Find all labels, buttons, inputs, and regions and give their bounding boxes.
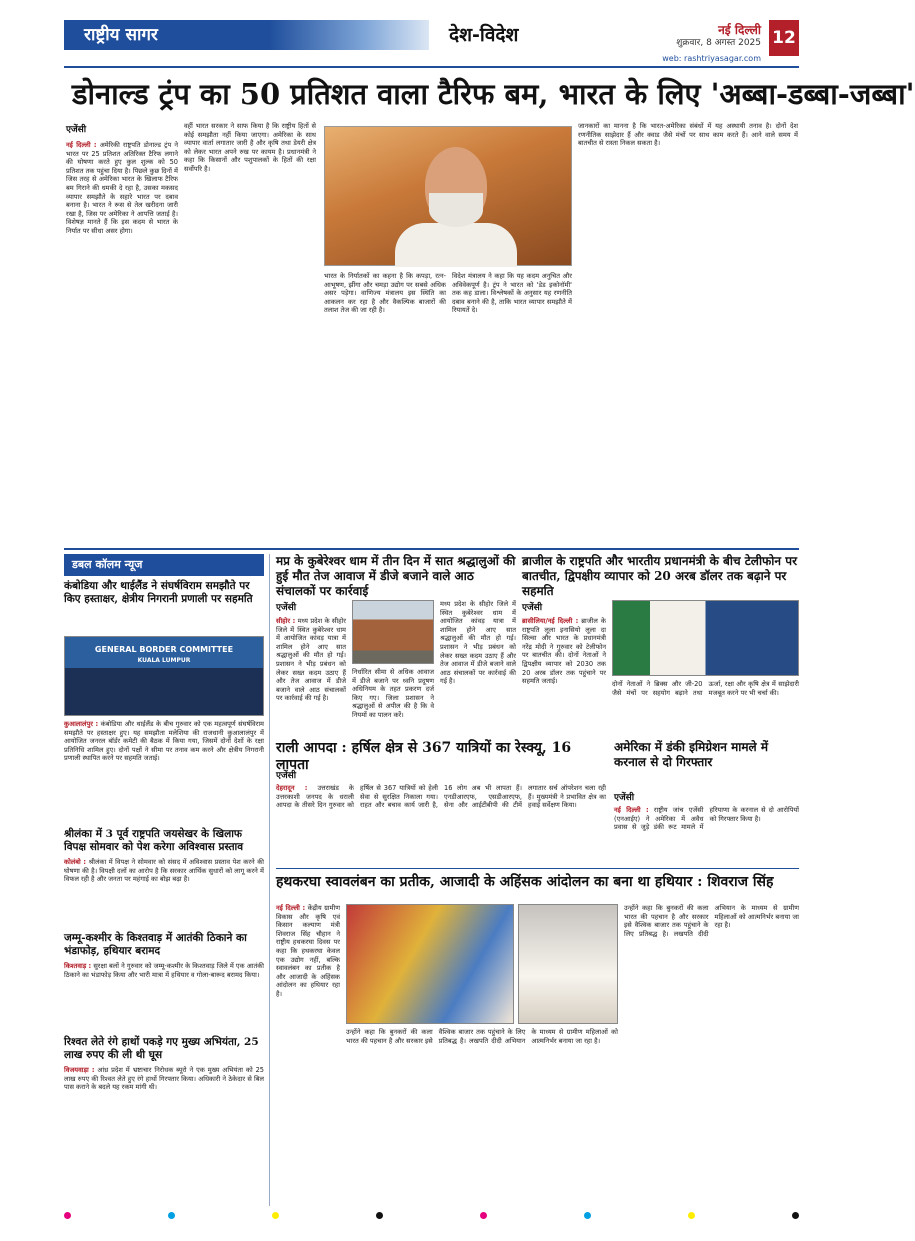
srilanka-headline: श्रीलंका में 3 पूर्व राष्ट्रपति जयसेखर के खिलाफ विपक्ष सोमवार को पेश करेगा अविश्वास प्रस्ताव [64, 828, 244, 853]
masthead-rule [64, 66, 799, 68]
cambodia-dateline: कुआलालंपुर : [64, 720, 99, 728]
lead-dateline: नई दिल्ली : [66, 141, 97, 149]
lead-col-4-text: विदेश मंत्रालय ने कहा कि यह कदम अनुचित और अविवेकपूर्ण है। ट्रंप ने भारत को 'डेड इकोनॉमी' तक कह डाला। विश्लेषकों के अनुसार यह रणनीति दबाव बनाने की है, ताकि भारत व्यापार समझौते में रियायतें दे। [452, 272, 572, 315]
bribe-dateline: विजयवाड़ा : [64, 1066, 95, 1074]
lead-col-1-text: नई दिल्ली : अमेरिकी राष्ट्रपति डोनाल्ड ट्रंप ने भारत पर 25 प्रतिशत अतिरिक्त टैरिफ लगाने की घोषणा करते हुए कुल शुल्क को 50 प्रतिशत तक पहुंचा दिया है। पिछले कुछ दिनों में जिस तरह से अमेरिका भारत के खिलाफ टैरिफ बम गिराने की धमकी दे रहा है, उसका मकसद व्यापार समझौते के सहारे भारत पर दबाव बनाना है। भारत ने रूस से तेल खरीदना जारी रखा है, जिस पर अमेरिका ने आपत्ति जताई है। विशेषज्ञ मानते हैं कि इस कदम से भारत के निर्यात पर सीधा असर होगा। [66, 141, 178, 235]
brazil-col-1: एजेंसी ब्रासीलिया/नई दिल्ली : ब्राजील के राष्ट्रपति लूला इनासियो लूला दा सिल्वा और भारत के प्रधानमंत्री नरेंद्र मोदी ने गुरुवार को टेलीफोन पर बातचीत की। दोनों नेताओं ने द्विपक्षीय व्यापार को 2030 तक 20 अरब डॉलर तक पहुंचाने पर सहमति जताई। [522, 600, 606, 734]
brazil-photo [612, 600, 799, 676]
lead-col-1 [66, 122, 178, 544]
minister-photo [518, 904, 618, 1024]
cyan-dot [168, 1212, 175, 1219]
brazil-headline: ब्राजील के राष्ट्रपति और भारतीय प्रधानमंत्री के बीच टेलीफोन पर बातचीत, द्विपक्षीय व्यापार को 20 अरब डॉलर तक बढ़ाने पर सहमति [522, 554, 797, 598]
dunki-dateline: नई दिल्ली : [614, 806, 649, 814]
handloom-divider [276, 868, 799, 869]
masthead-decoration [269, 20, 429, 50]
black-dot [376, 1212, 383, 1219]
lead-photo [324, 126, 572, 266]
lead-col-3-text: भारत के निर्यातकों का कहना है कि कपड़ा, रत्न-आभूषण, झींगा और चमड़ा उद्योग पर सबसे अधिक असर पड़ेगा। वाणिज्य मंत्रालय इस स्थिति का आकलन कर रहा है और वैकल्पिक बाजारों की तलाश तेज की जा रही है। [324, 272, 446, 315]
bribe-story: रिश्वत लेते रंगे हाथों पकड़े गए मुख्य अभियंता, 25 लाख रुपए की ली थी घूस विजयवाड़ा : आंध्र प्रदेश में भ्रष्टाचार निरोधक ब्यूरो ने एक मुख्य अभियंता को 25 लाख रुपए की रिश्वत लेते हुए रंगे हाथों गिरफ्तार किया। अधिकारी ने ठेकेदार से बिल पास कराने के बदले यह रकम मांगी थी। [64, 1036, 264, 1092]
handloom-headline: हथकरघा स्वावलंबन का प्रतीक, आजादी के अहिंसक आंदोलन का बना था हथियार : शिवराज सिंह [276, 874, 774, 890]
photo-banner-sub: KUALA LUMPUR [137, 657, 191, 664]
dharali-headline: राली आपदा : हर्षिल क्षेत्र से 367 यात्रियों का रेस्क्यू, 16 लापता [276, 740, 572, 773]
dharali-dateline: देहरादून : [276, 784, 308, 792]
kishtwar-dateline: किश्तवाड़ : [64, 962, 92, 970]
srilanka-dateline: कोलंबो : [64, 858, 87, 866]
column-divider [269, 554, 270, 1206]
bribe-headline: रिश्वत लेते रंगे हाथों पकड़े गए मुख्य अभियंता, 25 लाख रुपए की ली थी घूस [64, 1036, 259, 1061]
lead-byline: एजेंसी [66, 125, 87, 135]
page-number: 12 [769, 20, 799, 56]
dunki-byline: एजेंसी [614, 793, 635, 803]
dunki-body: एजेंसी नई दिल्ली : राष्ट्रीय जांच एजेंसी (एनआईए) ने अमेरिका में अवैध प्रवास से जुड़े डंकी रूट मामले में हरियाणा के करनाल से दो आरोपियों को गिरफ्तार किया है। [614, 790, 799, 864]
kubereshwar-byline: एजेंसी [276, 603, 297, 613]
kubereshwar-headline: मप्र के कुबेरेश्वर धाम में तीन दिन में सात श्रद्धालुओं की हुई मौत तेज आवाज में डीजे बजाने वाले आठ संचालकों पर कार्रवाई [276, 554, 516, 598]
kubereshwar-dateline: सीहोर : [276, 617, 296, 625]
edition-city: नई दिल्ली [718, 23, 761, 37]
footer-color-bar [64, 1212, 799, 1220]
yellow-dot [688, 1212, 695, 1219]
yellow-dot [272, 1212, 279, 1219]
photo-figure-beard [429, 193, 483, 227]
newspaper-page [14, 14, 915, 1227]
lead-col-5-text: जानकारों का मानना है कि भारत-अमेरिका संबंधों में यह अस्थायी तनाव है। दोनों देश रणनीतिक साझेदार हैं और क्वाड जैसे मंचों पर साथ काम करते हैं। आने वाले समय में बातचीत से रास्ता निकल सकता है। [578, 122, 798, 148]
brazil-headline-box [522, 554, 799, 598]
magenta-dot [64, 1212, 71, 1219]
handloom-headline-box [276, 874, 799, 898]
photo-figure-body [395, 223, 517, 267]
section-title: देश-विदेश [449, 24, 519, 46]
brazil-dateline: ब्रासीलिया/नई दिल्ली : [522, 617, 579, 625]
photo-banner-text: GENERAL BORDER COMMITTEE [94, 645, 234, 654]
website: web: rashtriyasagar.com [662, 54, 761, 63]
handloom-col-3: उन्होंने कहा कि बुनकरों की कला भारत की पहचान है और सरकार इसे वैश्विक बाजार तक पहुंचाने के लिए प्रतिबद्ध है। लखपति दीदी अभियान के माध्यम से ग्रामीण महिलाओं को आत्मनिर्भर बनाया जा रहा है। [624, 904, 799, 938]
masthead [64, 20, 799, 64]
kubereshwar-photo [352, 600, 434, 664]
lead-col-5 [578, 122, 798, 544]
dharali-body: एजेंसी देहरादून : उत्तराखंड के उत्तरकाशी जनपद के धराली आपदा के तीसरे दिन गुरुवार को हर्षिल से 367 यात्रियों को हेली सेवा से सुरक्षित निकाला गया। राहत और बचाव कार्य जारी है, 16 लोग अब भी लापता हैं। एनडीआरएफ, एसडीआरएफ, सेना और आईटीबीपी की टीमें लगातार सर्च ऑपरेशन चला रही हैं। मुख्यमंत्री ने प्रभावित क्षेत्र का हवाई सर्वेक्षण किया। [276, 768, 606, 864]
magenta-dot [480, 1212, 487, 1219]
cyan-dot [584, 1212, 591, 1219]
lead-col-3 [324, 272, 446, 544]
double-column-bar: डबल कॉलम न्यूज [64, 554, 264, 576]
dharali-headline-box [276, 740, 606, 773]
kishtwar-story: जम्मू-कश्मीर के किश्तवाड़ में आतंकी ठिकाने का भंडाफोड़, हथियार बरामद किश्तवाड़ : सुरक्षा बलों ने गुरुवार को जम्मू-कश्मीर के किश्तवाड़ जिले में एक आतंकी ठिकाने का भंडाफोड़ किया और भारी मात्रा में हथियार व गोला-बारूद बरामद किया। [64, 932, 265, 979]
cambodia-photo [64, 636, 264, 716]
cambodia-headline: कंबोडिया और थाईलैंड ने संघर्षविराम समझौते पर किए हस्ताक्षर, क्षेत्रीय निगरानी प्रणाली पर सहमति [64, 580, 253, 605]
lead-headline: डोनाल्ड ट्रंप का 50 प्रतिशत वाला टैरिफ बम, भारत के लिए 'अब्बा-डब्बा-जब्बा' [72, 77, 915, 111]
brazil-byline: एजेंसी [522, 603, 543, 613]
lead-col-2 [184, 122, 316, 544]
black-dot [792, 1212, 799, 1219]
kubereshwar-col-3: मध्य प्रदेश के सीहोर जिले में स्थित कुबेरेश्वर धाम में आयोजित कांवड़ यात्रा में शामिल होने आए सात श्रद्धालुओं की मौत हो गई। प्रशासन ने भीड़ प्रबंधन को लेकर सख्त कदम उठाए हैं और तेज आवाज में डीजे बजाने वाले आठ संचालकों पर कार्रवाई की गई है। [440, 600, 516, 686]
lead-col-2-text: वहीं भारत सरकार ने साफ किया है कि राष्ट्रीय हितों से कोई समझौता नहीं किया जाएगा। अमेरिका के साथ व्यापार वार्ता लगातार जारी है और कृषि तथा डेयरी क्षेत्र को लेकर भारत अपने रुख पर कायम है। प्रधानमंत्री ने कहा कि किसानों और पशुपालकों के हितों की रक्षा सर्वोपरि है। [184, 122, 316, 173]
srilanka-story: श्रीलंका में 3 पूर्व राष्ट्रपति जयसेखर के खिलाफ विपक्ष सोमवार को पेश करेगा अविश्वास प्रस्ताव कोलंबो : श्रीलंका में विपक्ष ने सोमवार को संसद में अविश्वास प्रस्ताव पेश करने की घोषणा की है। विपक्षी दलों का आरोप है कि सरकार आर्थिक सुधारों को लागू करने में विफल रही है और जनता पर महंगाई का बोझ बढ़ा है। [64, 828, 264, 884]
section-divider [64, 548, 799, 550]
kubereshwar-headline-box [276, 554, 516, 598]
dunki-headline: अमेरिका में डंकी इमिग्रेशन मामले में करनाल से दो गिरफ्तार [614, 740, 769, 769]
handloom-col-1: नई दिल्ली : केंद्रीय ग्रामीण विकास और कृषि एवं किसान कल्याण मंत्री शिवराज सिंह चौहान ने राष्ट्रीय हथकरघा दिवस पर कहा कि हथकरघा केवल एक उद्योग नहीं, बल्कि स्वावलंबन का प्रतीक है और आजादी के अहिंसक आंदोलन का हथियार रहा है। [276, 904, 340, 998]
dharali-byline: एजेंसी [276, 771, 297, 781]
cambodia-headline-box [64, 580, 264, 634]
paper-name: राष्ट्रीय सागर [64, 20, 269, 50]
kubereshwar-col-1: एजेंसी सीहोर : मध्य प्रदेश के सीहोर जिले में स्थित कुबेरेश्वर धाम में आयोजित कांवड़ यात्रा में शामिल होने आए सात श्रद्धालुओं की मौत हो गई। प्रशासन ने भीड़ प्रबंधन को लेकर सख्त कदम उठाए हैं और तेज आवाज में डीजे बजाने वाले आठ संचालकों पर कार्रवाई की गई है। [276, 600, 346, 734]
lead-col-4 [452, 272, 572, 544]
kishtwar-headline: जम्मू-कश्मीर के किश्तवाड़ में आतंकी ठिकाने का भंडाफोड़, हथियार बरामद [64, 932, 247, 957]
kubereshwar-col-2: निर्धारित सीमा से अधिक आवाज में डीजे बजाने पर ध्वनि प्रदूषण अधिनियम के तहत प्रकरण दर्ज किए गए। जिला प्रशासन ने श्रद्धालुओं से अपील की है कि वे नियमों का पालन करें। [352, 668, 434, 719]
handloom-photo [346, 904, 514, 1024]
handloom-dateline: नई दिल्ली : [276, 904, 306, 912]
cambodia-body: कुआलालंपुर : कंबोडिया और थाईलैंड के बीच गुरुवार को एक महत्वपूर्ण संघर्षविराम समझौते पर हस्ताक्षर हुए। यह समझौता मलेशिया की राजधानी कुआलालंपुर में आयोजित जनरल बॉर्डर कमेटी की बैठक में किया गया, जिसमें दोनों देशों के रक्षा प्रतिनिधि शामिल हुए। दोनों पक्षों ने सीमा पर तनाव कम करने और क्षेत्रीय निगरानी प्रणाली स्थापित करने पर सहमति जताई। [64, 720, 264, 763]
brazil-col-2: दोनों नेताओं ने ब्रिक्स और जी-20 जैसे मंचों पर सहयोग बढ़ाने तथा ऊर्जा, रक्षा और कृषि क्षेत्र में साझेदारी मजबूत करने पर भी चर्चा की। [612, 680, 799, 697]
dunki-headline-box [614, 740, 799, 786]
handloom-col-2: उन्होंने कहा कि बुनकरों की कला भारत की पहचान है और सरकार इसे वैश्विक बाजार तक पहुंचाने के लिए प्रतिबद्ध है। लखपति दीदी अभियान के माध्यम से ग्रामीण महिलाओं को आत्मनिर्भर बनाया जा रहा है। [346, 1028, 618, 1045]
registration-dots [64, 1212, 799, 1219]
edition-date: शुक्रवार, 8 अगस्त 2025 [676, 38, 761, 48]
